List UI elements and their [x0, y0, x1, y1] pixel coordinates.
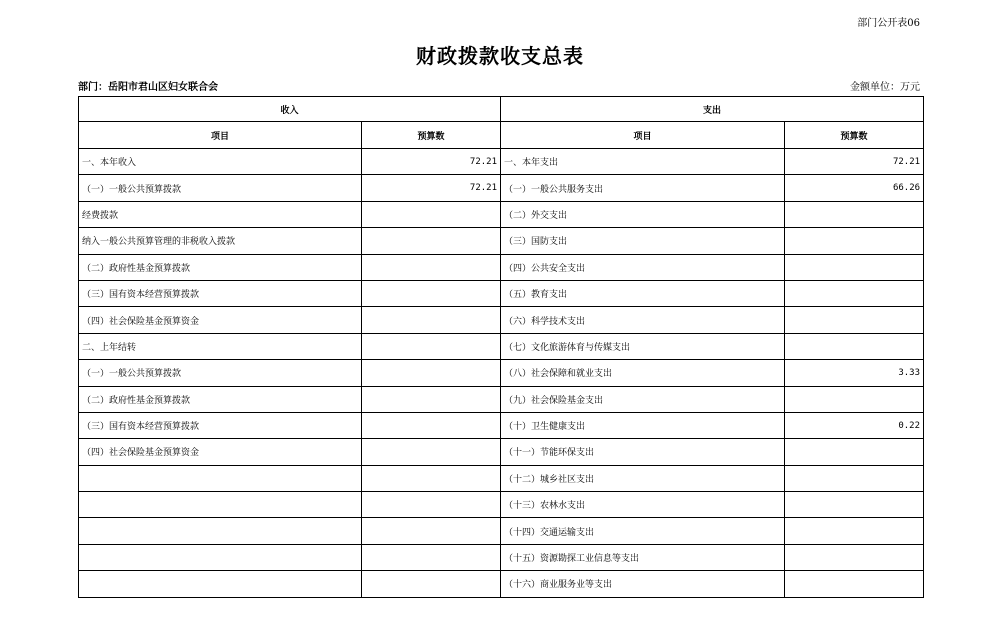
expense-budget-header: 预算数 — [785, 122, 924, 149]
table-row — [79, 149, 924, 175]
income-amount-cell — [362, 518, 501, 544]
income-item-cell: （三）国有资本经营预算拨款 — [79, 412, 362, 438]
income-amount-cell: 72.21 — [362, 175, 501, 201]
income-amount-cell — [362, 360, 501, 386]
income-item-cell — [79, 465, 362, 491]
expense-item-cell: （十二）城乡社区支出 — [501, 465, 785, 491]
income-item-cell — [79, 518, 362, 544]
department-label: 部门：岳阳市君山区妇女联合会 — [78, 82, 218, 93]
income-amount-cell — [362, 333, 501, 359]
expense-amount-cell — [785, 439, 924, 465]
expense-item-cell: 一、本年支出 — [501, 149, 785, 175]
table-row — [79, 360, 924, 386]
income-item-cell — [79, 492, 362, 518]
budget-table — [78, 96, 924, 598]
income-item-cell: （三）国有资本经营预算拨款 — [79, 280, 362, 306]
table-row — [79, 492, 924, 518]
table-row — [79, 333, 924, 359]
expense-item-cell: （十）卫生健康支出 — [501, 412, 785, 438]
expense-item-header: 项目 — [501, 122, 785, 149]
income-amount-cell — [362, 228, 501, 254]
income-item-header: 项目 — [79, 122, 362, 149]
income-amount-cell — [362, 201, 501, 227]
table-row — [79, 465, 924, 491]
expense-amount-cell — [785, 571, 924, 597]
expense-item-cell: （三）国防支出 — [501, 228, 785, 254]
table-row — [79, 228, 924, 254]
amount-unit: 金额单位：万元 — [850, 82, 920, 93]
income-item-cell: （一）一般公共预算拨款 — [79, 360, 362, 386]
table-row — [79, 254, 924, 280]
expense-amount-cell — [785, 307, 924, 333]
income-item-cell — [79, 544, 362, 570]
expense-amount-cell — [785, 518, 924, 544]
table-row — [79, 386, 924, 412]
expense-item-cell: （八）社会保障和就业支出 — [501, 360, 785, 386]
income-amount-cell — [362, 280, 501, 306]
expense-item-cell: （九）社会保险基金支出 — [501, 386, 785, 412]
expense-amount-cell: 72.21 — [785, 149, 924, 175]
expense-amount-cell — [785, 544, 924, 570]
expense-amount-cell — [785, 280, 924, 306]
income-item-cell: 一、本年收入 — [79, 149, 362, 175]
table-row — [79, 280, 924, 306]
expense-header: 支出 — [501, 97, 924, 122]
income-item-cell — [79, 571, 362, 597]
income-amount-cell — [362, 465, 501, 491]
expense-item-cell: （十四）交通运输支出 — [501, 518, 785, 544]
expense-item-cell: （五）教育支出 — [501, 280, 785, 306]
form-code: 部门公开表06 — [857, 18, 920, 29]
income-amount-cell — [362, 571, 501, 597]
expense-amount-cell: 66.26 — [785, 175, 924, 201]
income-amount-cell — [362, 254, 501, 280]
table-row — [79, 307, 924, 333]
expense-amount-cell — [785, 201, 924, 227]
income-item-cell: 纳入一般公共预算管理的非税收入拨款 — [79, 228, 362, 254]
income-item-cell: （二）政府性基金预算拨款 — [79, 254, 362, 280]
income-amount-cell — [362, 544, 501, 570]
expense-amount-cell — [785, 228, 924, 254]
income-budget-header: 预算数 — [362, 122, 501, 149]
expense-item-cell: （十一）节能环保支出 — [501, 439, 785, 465]
income-amount-cell — [362, 386, 501, 412]
expense-item-cell: （六）科学技术支出 — [501, 307, 785, 333]
income-amount-cell — [362, 492, 501, 518]
table-row — [79, 544, 924, 570]
expense-amount-cell — [785, 254, 924, 280]
income-item-cell: 经费拨款 — [79, 201, 362, 227]
expense-amount-cell — [785, 465, 924, 491]
table-row — [79, 175, 924, 201]
income-item-cell: （四）社会保险基金预算资金 — [79, 307, 362, 333]
table-row — [79, 201, 924, 227]
income-amount-cell: 72.21 — [362, 149, 501, 175]
expense-amount-cell: 0.22 — [785, 412, 924, 438]
income-amount-cell — [362, 307, 501, 333]
expense-item-cell: （十五）资源勘探工业信息等支出 — [501, 544, 785, 570]
section-header-row — [79, 97, 924, 122]
expense-item-cell: （七）文化旅游体育与传媒支出 — [501, 333, 785, 359]
page-title: 财政拨款收支总表 — [416, 44, 584, 68]
income-item-cell: （二）政府性基金预算拨款 — [79, 386, 362, 412]
column-header-row — [79, 122, 924, 149]
income-header: 收入 — [79, 97, 501, 122]
income-item-cell: 二、上年结转 — [79, 333, 362, 359]
expense-item-cell: （四）公共安全支出 — [501, 254, 785, 280]
expense-amount-cell — [785, 333, 924, 359]
expense-amount-cell — [785, 386, 924, 412]
table-row — [79, 439, 924, 465]
income-amount-cell — [362, 412, 501, 438]
income-amount-cell — [362, 439, 501, 465]
table-row — [79, 412, 924, 438]
income-item-cell: （一）一般公共预算拨款 — [79, 175, 362, 201]
table-row — [79, 518, 924, 544]
expense-item-cell: （十三）农林水支出 — [501, 492, 785, 518]
expense-item-cell: （二）外交支出 — [501, 201, 785, 227]
expense-item-cell: （一）一般公共服务支出 — [501, 175, 785, 201]
expense-amount-cell — [785, 492, 924, 518]
expense-amount-cell: 3.33 — [785, 360, 924, 386]
expense-item-cell: （十六）商业服务业等支出 — [501, 571, 785, 597]
table-row — [79, 571, 924, 597]
income-item-cell: （四）社会保险基金预算资金 — [79, 439, 362, 465]
